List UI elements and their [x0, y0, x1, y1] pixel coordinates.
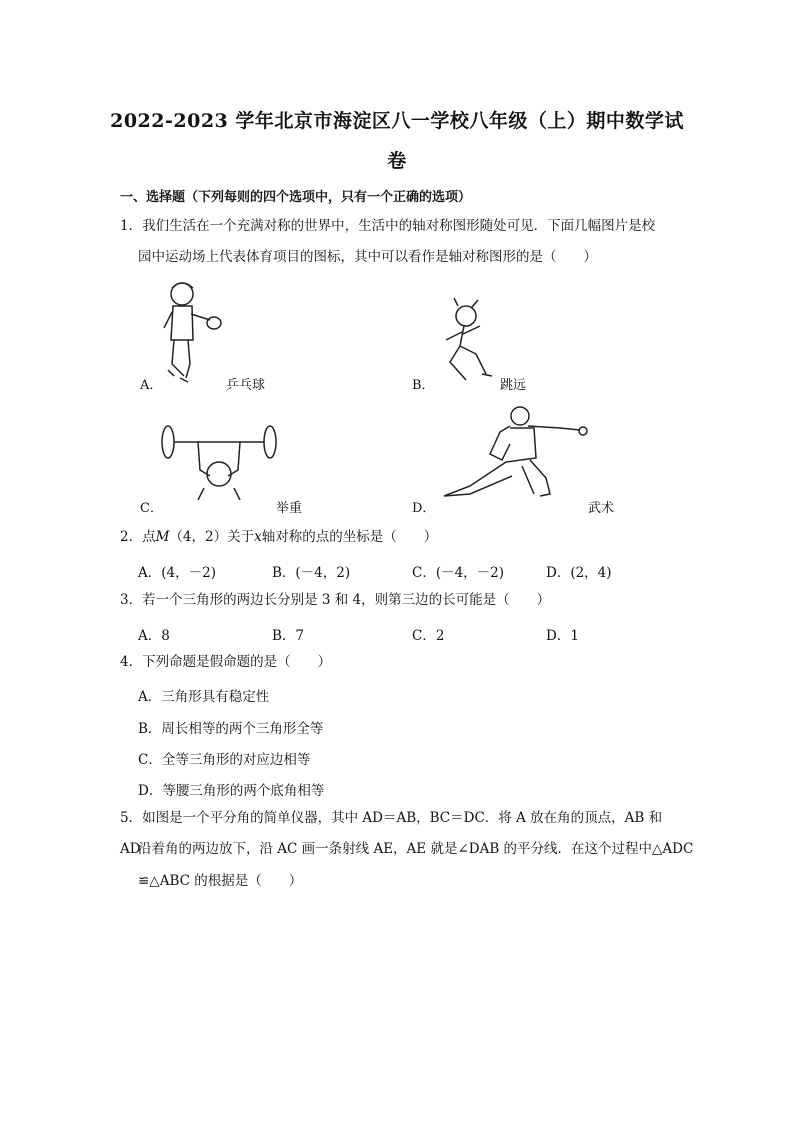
ping-pong-player-image [158, 280, 228, 388]
option-c-label: C． [140, 501, 163, 516]
question-1-line-2: 园中运动场上代表体育项目的图标，其中可以看作是轴对称图形的是（ ） [138, 249, 597, 265]
option-a-caption: 乒乓球 [226, 378, 266, 393]
long-jump-athlete-image [436, 296, 498, 384]
point-m: M [155, 529, 170, 545]
option-a-label: A． [140, 378, 163, 393]
option-b-caption: 跳远 [500, 378, 527, 393]
martial-arts-image [440, 404, 590, 502]
option-c-caption: 举重 [276, 501, 303, 516]
question-4: 4．下列命题是假命题的是（ ） [120, 654, 332, 670]
q3-option-a: A．8 [138, 628, 170, 644]
option-d-caption: 武术 [588, 501, 615, 516]
question-3: 3．若一个三角形的两边长分别是 3 和 4，则第三边的长可能是（ ） [120, 592, 551, 608]
page-title: 2022-2023 学年北京市海淀区八一学校八年级（上）期中数学试 [110, 110, 684, 132]
q2-option-c: C．(－4，－2) [412, 565, 505, 581]
q2-option-b: B．(－4，2) [272, 565, 351, 581]
page-title-continued: 卷 [387, 150, 407, 172]
question-5-line-2: 沿着角的两边放下，沿 AC 画一条射线 AE，AE 就是∠DAB 的平分线．在这个过程中△ADC [138, 841, 694, 857]
q4-option-b: B．周长相等的两个三角形全等 [138, 721, 324, 737]
option-b-label: B． [412, 378, 435, 393]
question-2-prefix: 2．点 [120, 529, 156, 545]
q3-option-b: B．7 [272, 628, 305, 644]
section-heading: 一、选择题（下列每则的四个选项中，只有一个正确的选项） [120, 190, 472, 205]
q4-option-c: C．全等三角形的对应边相等 [138, 752, 311, 768]
weightlifter-image [160, 424, 278, 500]
question-1-line-1: 1．我们生活在一个充满对称的世界中，生活中的轴对称图形随处可见．下面几幅图片是校 [120, 218, 656, 234]
q3-option-c: C．2 [412, 628, 445, 644]
axis-x: x [254, 529, 262, 545]
q2-option-d: D．(2，4) [546, 565, 612, 581]
question-2 [120, 522, 680, 553]
question-2-suffix: 轴对称的点的坐标是（ ） [261, 529, 438, 545]
option-d-label: D． [412, 501, 436, 516]
q3-option-d: D．1 [546, 628, 579, 644]
question-5-line-1: 5．如图是一个平分角的简单仪器，其中 AD＝AB，BC＝DC．将 A 放在角的顶点，AB 和 AD [120, 810, 663, 857]
question-2-middle: （4，2）关于 [169, 529, 255, 545]
q4-option-d: D．等腰三角形的两个底角相等 [138, 783, 325, 799]
q4-option-a: A．三角形具有稳定性 [138, 689, 270, 705]
question-5-line-3: ≌△ABC 的根据是（ ） [138, 873, 303, 889]
q2-option-a: A．(4，－2) [138, 565, 216, 581]
